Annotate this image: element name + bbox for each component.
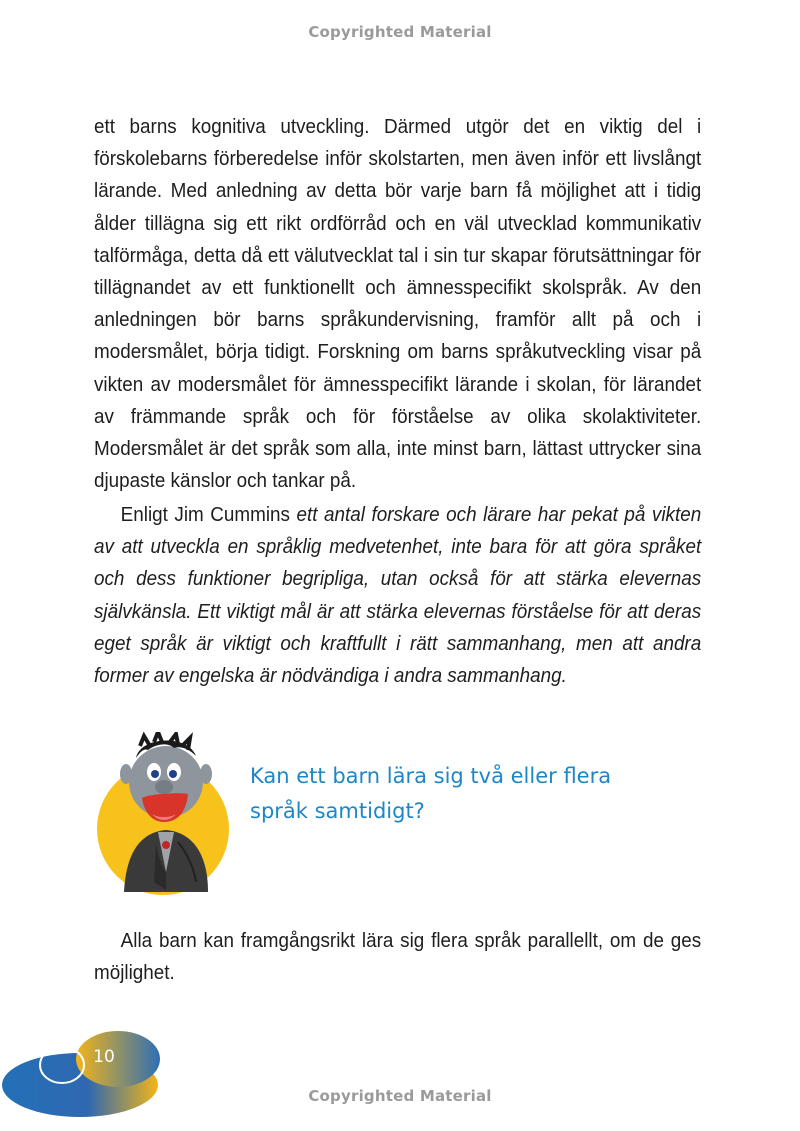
page-number-badge [0, 1025, 170, 1125]
paragraph-text: ett barns kognitiva utveckling. Därmed utgör det en viktig del i förskolebarns förberedelse inför skolstarten, men även inför ett livslångt lärande. Med anledning av detta bör varje barn få möjlighet att i tidig ålder tillägna sig ett rikt ordförråd och en väl utvecklad kommunikativ talförmåga, detta då ett välutvecklat tal i sin tur skapar förutsättningar för tillägnandet av ett funktionellt och ämnesspecifikt skolspråk. Av den anledningen bör barns språkundervisning, framför allt på och i modersmålet, börja tidigt. Forskning om barns språkutveckling visar på vikten av modersmålet för ämnesspecifikt lärande i skolan, för lärandet av främmande språk och för förståelse av olika skolaktiviteter. Modersmålet är det språk som alla, inte minst barn, lättast uttrycker sina djupaste känslor och tankar på. [94, 115, 702, 493]
body-paragraph-2 [94, 499, 701, 692]
copyright-watermark-bottom: Copyrighted Material [308, 1087, 492, 1105]
body-paragraph-3 [94, 925, 701, 989]
quote-italic: ett antal forskare och lärare har pekat på vikten av att utveckla en språklig medvetenhet, inte bara för att göra språket och dess funktioner begripliga, utan också för att stärka elevernas självkänsla. Ett viktigt mål är att stärka elevernas förståelse för att deras eget språk är viktigt och kraftfullt i rätt sammanhang, men att andra former av engelska är nödvändiga i andra sammanhang. [94, 503, 702, 688]
copyright-watermark-top: Copyrighted Material [308, 23, 492, 41]
page-number: 10 [93, 1047, 115, 1067]
body-paragraph-1 [94, 111, 701, 497]
question-line-1: Kan ett barn lära sig två eller flera [250, 764, 612, 788]
quote-lead: Enligt Jim Cummins [120, 503, 297, 526]
puppet-illustration [96, 732, 236, 897]
callout-question [250, 759, 650, 829]
question-line-2: språk samtidigt? [250, 799, 425, 823]
paragraph-text: Alla barn kan framgångsrikt lära sig flera språk parallellt, om de ges möjlighet. [94, 929, 702, 985]
paragraph-text [94, 499, 701, 692]
